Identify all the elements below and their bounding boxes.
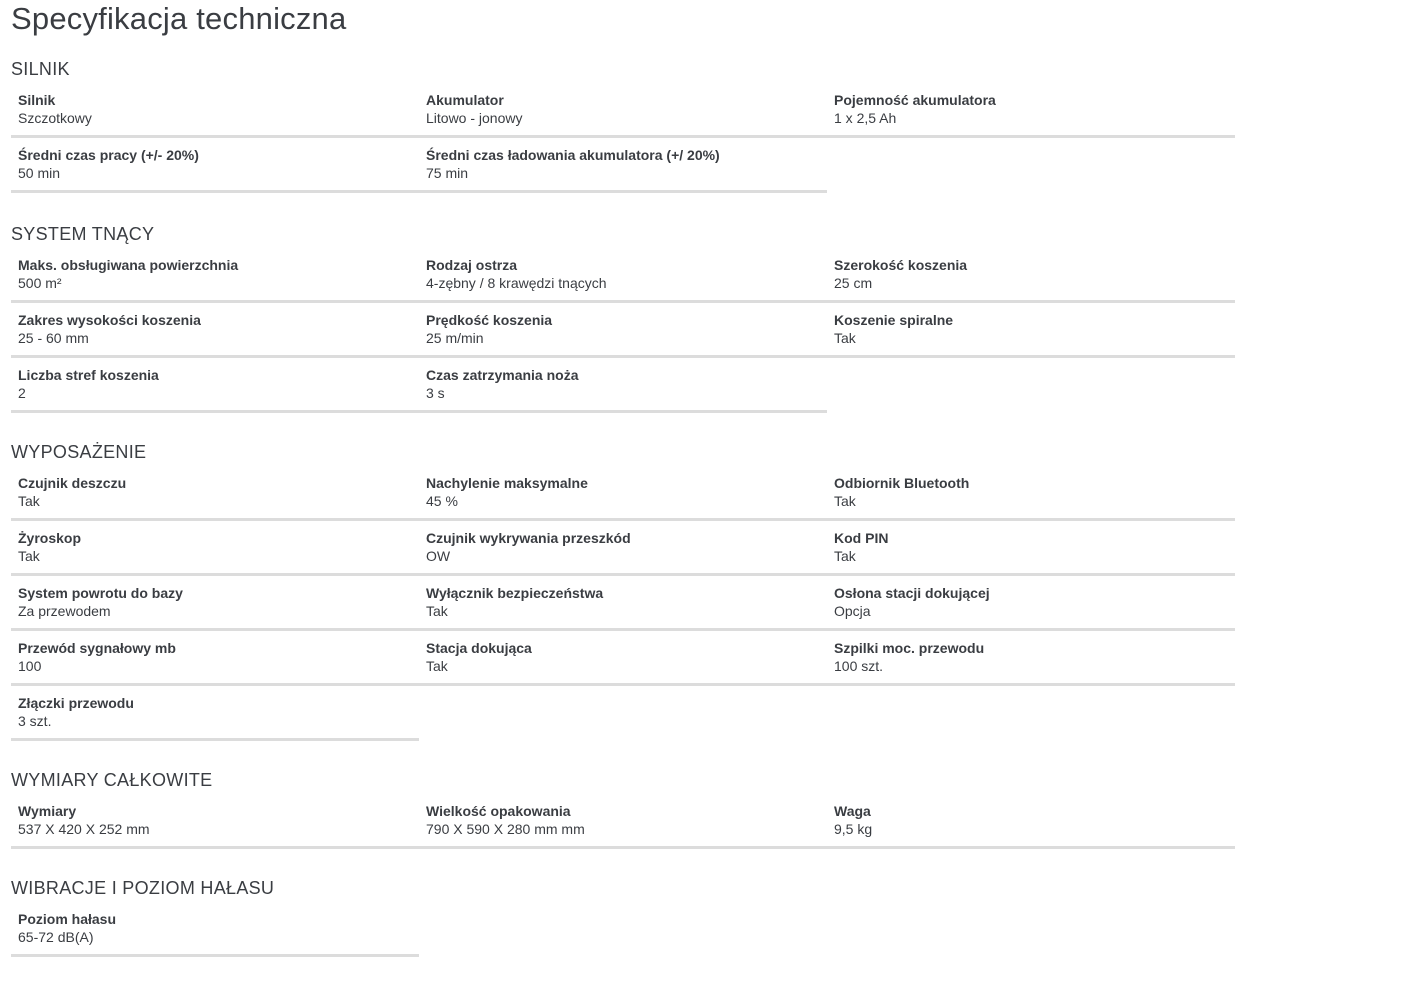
spec-label: Maks. obsługiwana powierzchnia <box>18 257 239 273</box>
spec-value: Tak <box>834 330 856 346</box>
spec-item <box>827 576 1235 631</box>
section-title: SYSTEM TNĄCY <box>11 224 155 244</box>
spec-item <box>827 466 1235 521</box>
spec-item <box>419 248 827 303</box>
spec-label: Czujnik deszczu <box>18 475 127 491</box>
spec-value: Tak <box>426 658 448 674</box>
spec-value: Litowo - jonowy <box>426 110 523 126</box>
spec-item <box>11 631 419 686</box>
spec-label: Średni czas ładowania akumulatora (+/ 20%) <box>426 147 720 163</box>
spec-value: Opcja <box>834 603 871 619</box>
spec-value: 25 m/min <box>426 330 484 346</box>
spec-item <box>827 521 1235 576</box>
spec-label: Rodzaj ostrza <box>426 257 518 273</box>
section-title: WYMIARY CAŁKOWITE <box>11 770 213 790</box>
spec-item <box>11 83 419 138</box>
spec-label: Prędkość koszenia <box>426 312 553 328</box>
spec-item <box>11 902 419 957</box>
spec-label: Przewód sygnałowy mb <box>18 640 176 656</box>
spec-item <box>419 358 827 413</box>
spec-grid <box>11 83 1235 193</box>
spec-label: Kod PIN <box>834 530 889 546</box>
spec-item <box>11 466 419 521</box>
spec-label: Czas zatrzymania noża <box>426 367 579 383</box>
section-title: SILNIK <box>11 59 70 79</box>
spec-label: Odbiornik Bluetooth <box>834 475 970 491</box>
section-system-tnacy <box>11 223 1235 413</box>
spec-item <box>419 303 827 358</box>
spec-value: 1 x 2,5 Ah <box>834 110 897 126</box>
spec-value: 9,5 kg <box>834 821 873 837</box>
spec-item <box>827 83 1235 138</box>
spec-grid <box>11 466 1235 741</box>
spec-label: Stacja dokująca <box>426 640 532 656</box>
spec-label: Nachylenie maksymalne <box>426 475 588 491</box>
section-title: WYPOSAŻENIE <box>11 442 147 462</box>
spec-value: 100 szt. <box>834 658 884 674</box>
spec-label: Złączki przewodu <box>18 695 134 711</box>
spec-value: 537 X 420 X 252 mm <box>18 821 150 837</box>
spec-item <box>419 794 827 849</box>
spec-value: OW <box>426 548 451 564</box>
section-wibracje <box>11 877 1235 957</box>
spec-value: Tak <box>426 603 448 619</box>
spec-value: 4-zębny / 8 krawędzi tnących <box>426 275 607 291</box>
spec-value: 2 <box>18 385 26 401</box>
spec-value: 25 - 60 mm <box>18 330 89 346</box>
section-title: WIBRACJE I POZIOM HAŁASU <box>11 878 275 898</box>
spec-item <box>827 794 1235 849</box>
spec-grid <box>11 248 1235 413</box>
spec-item <box>11 521 419 576</box>
spec-item <box>11 794 419 849</box>
spec-item <box>419 576 827 631</box>
spec-value: 790 X 590 X 280 mm mm <box>426 821 585 837</box>
spec-item <box>11 248 419 303</box>
spec-value: Za przewodem <box>18 603 111 619</box>
spec-label: Pojemność akumulatora <box>834 92 996 108</box>
spec-item <box>827 303 1235 358</box>
spec-label: Żyroskop <box>18 530 82 546</box>
spec-value: 500 m² <box>18 275 62 291</box>
section-silnik <box>11 58 1235 193</box>
spec-value: 25 cm <box>834 275 873 291</box>
spec-label: Poziom hałasu <box>18 911 117 927</box>
spec-value: 75 min <box>426 165 469 181</box>
spec-grid <box>11 794 1235 849</box>
spec-label: Wymiary <box>18 803 77 819</box>
spec-label: Osłona stacji dokującej <box>834 585 990 601</box>
spec-item <box>419 83 827 138</box>
spec-item <box>11 686 419 741</box>
spec-label: Średni czas pracy (+/- 20%) <box>18 147 199 163</box>
spec-label: Silnik <box>18 92 56 108</box>
spec-label: Koszenie spiralne <box>834 312 954 328</box>
section-wymiary <box>11 769 1235 849</box>
spec-item <box>419 631 827 686</box>
spec-label: Liczba stref koszenia <box>18 367 159 383</box>
spec-grid <box>11 902 1235 957</box>
spec-value: 3 s <box>426 385 445 401</box>
spec-label: Czujnik wykrywania przeszkód <box>426 530 631 546</box>
spec-label: Szpilki moc. przewodu <box>834 640 985 656</box>
spec-label: System powrotu do bazy <box>18 585 183 601</box>
spec-item <box>11 138 419 193</box>
spec-label: Szerokość koszenia <box>834 257 968 273</box>
spec-value: Tak <box>834 493 856 509</box>
spec-value: Szczotkowy <box>18 110 92 126</box>
spec-item <box>827 631 1235 686</box>
spec-item <box>11 303 419 358</box>
spec-label: Waga <box>834 803 871 819</box>
spec-item <box>419 138 827 193</box>
spec-item <box>11 358 419 413</box>
page-title: Specyfikacja techniczna <box>11 1 347 36</box>
spec-value: 100 <box>18 658 42 674</box>
spec-value: 45 % <box>426 493 458 509</box>
spec-value: 65-72 dB(A) <box>18 929 94 945</box>
spec-page <box>11 0 1235 957</box>
spec-item <box>419 466 827 521</box>
spec-value: 50 min <box>18 165 61 181</box>
spec-label: Akumulator <box>426 92 504 108</box>
section-wyposazenie <box>11 441 1235 741</box>
spec-item <box>419 521 827 576</box>
spec-label: Zakres wysokości koszenia <box>18 312 201 328</box>
spec-value: Tak <box>834 548 856 564</box>
spec-label: Wyłącznik bezpieczeństwa <box>426 585 604 601</box>
spec-item <box>11 576 419 631</box>
spec-value: 3 szt. <box>18 713 52 729</box>
spec-value: Tak <box>18 493 40 509</box>
spec-label: Wielkość opakowania <box>426 803 571 819</box>
spec-value: Tak <box>18 548 40 564</box>
spec-item <box>827 248 1235 303</box>
